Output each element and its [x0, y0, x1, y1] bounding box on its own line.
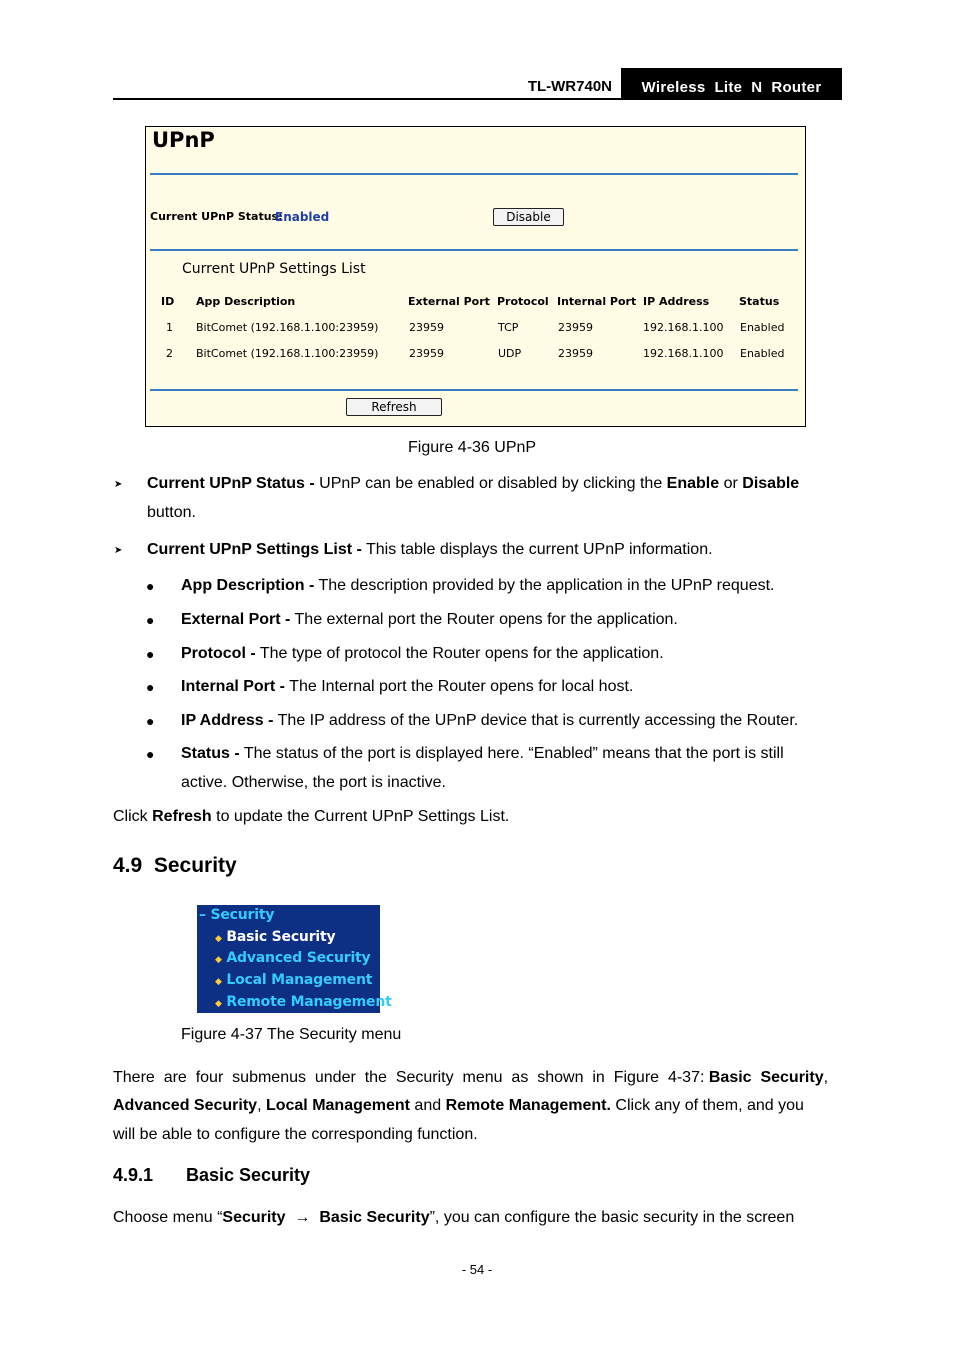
subsection-title: Basic Security [186, 1165, 311, 1185]
text: , [257, 1097, 266, 1114]
bold-term: Current UPnP Settings List - [147, 541, 362, 558]
bold-term: Internal Port - [181, 678, 286, 695]
menu-item-basic-security[interactable] [215, 929, 335, 945]
disable-button[interactable]: Disable [493, 208, 564, 226]
settings-list-title: Current UPnP Settings List [182, 261, 366, 277]
col-header-app-description: App Description [196, 295, 296, 308]
cell-id: 2 [166, 347, 173, 360]
text: Click [113, 808, 153, 825]
intro-line-3: will be able to configure the corresponding function. [113, 1126, 478, 1143]
diamond-bullet-icon: ◆ [215, 955, 222, 965]
menu-item-label: Advanced Security [226, 950, 371, 966]
bold-term: Refresh [152, 808, 212, 825]
cell-external-port: 23959 [409, 347, 444, 360]
text: The type of protocol the Router opens for the application. [255, 645, 664, 662]
bold-term: Current UPnP Status - [147, 475, 315, 492]
upnp-status-value: Enabled [275, 210, 330, 224]
choose-menu-line [113, 1203, 843, 1232]
header-product: Wireless Lite N Router [621, 68, 842, 99]
cell-ip-address: 192.168.1.100 [643, 321, 724, 334]
bullet-arrow-icon: ➤ [114, 545, 123, 556]
text: , [823, 1069, 829, 1086]
cell-internal-port: 23959 [558, 321, 593, 334]
panel-divider [150, 389, 798, 391]
menu-item-label: Basic Security [226, 929, 336, 945]
menu-item-local-management[interactable] [215, 972, 372, 988]
col-header-ip-address: IP Address [643, 295, 710, 308]
text: The description provided by the application in the UPnP request. [314, 577, 775, 594]
bold-term: Status - [181, 745, 240, 762]
bold-term: Basic Security [708, 1069, 824, 1086]
header-rule [113, 98, 842, 100]
upnp-title: UPnP [152, 128, 215, 152]
text: and [409, 1097, 446, 1114]
bullet-status [147, 469, 847, 498]
cell-protocol: TCP [498, 321, 519, 334]
cell-status: Enabled [740, 321, 785, 334]
sub-bullet [181, 639, 851, 668]
bold-term: Remote Management. [445, 1097, 611, 1114]
cell-id: 1 [166, 321, 173, 334]
text: The status of the port is displayed here. “Enabled” means that the port is still [239, 745, 784, 762]
col-header-status: Status [739, 295, 780, 308]
panel-divider [150, 173, 798, 175]
text: UPnP can be enabled or disabled by clicking the [314, 475, 667, 492]
bold-term: Disable [742, 475, 800, 492]
col-header-protocol: Protocol [497, 295, 549, 308]
bold-term: IP Address - [181, 712, 274, 729]
menu-header-label: Security [210, 907, 275, 923]
security-menu [197, 905, 392, 1013]
text: There are four submenus under the Security menu as shown in Figure 4-37: [113, 1069, 709, 1086]
menu-item-advanced-security[interactable] [215, 950, 370, 966]
cell-internal-port: 23959 [558, 347, 593, 360]
upnp-panel [145, 126, 806, 427]
text: The Internal port the Router opens for local host. [285, 678, 634, 695]
bullet-dot-icon: ● [146, 679, 155, 695]
diamond-bullet-icon: ◆ [215, 977, 222, 987]
bold-term: Basic Security [319, 1209, 430, 1226]
intro-line-2 [113, 1091, 843, 1120]
arrow-right-icon: → [294, 1209, 311, 1226]
sub-bullet-cont: active. Otherwise, the port is inactive. [181, 774, 446, 791]
bullet-dot-icon: ● [146, 746, 155, 762]
bold-term: Security [222, 1209, 286, 1226]
bullet-dot-icon: ● [146, 646, 155, 662]
text: Choose menu “ [113, 1209, 223, 1226]
text: The IP address of the UPnP device that is currently accessing the Router. [273, 712, 799, 729]
cell-external-port: 23959 [409, 321, 444, 334]
cell-ip-address: 192.168.1.100 [643, 347, 724, 360]
page-number: - 54 - [461, 1262, 493, 1277]
col-header-id: ID [161, 295, 175, 308]
col-header-external-port: External Port [408, 295, 490, 308]
menu-header[interactable] [199, 907, 274, 923]
bullet-arrow-icon: ➤ [114, 479, 123, 490]
text: Click any of them, and you [610, 1097, 804, 1114]
cell-app-description: BitComet (192.168.1.100:23959) [196, 347, 379, 360]
bold-term: Local Management [265, 1097, 410, 1114]
bullet-list [147, 535, 847, 564]
refresh-note [113, 802, 509, 831]
col-header-internal-port: Internal Port [557, 295, 637, 308]
bold-term: App Description - [181, 577, 315, 594]
refresh-button[interactable]: Refresh [346, 398, 442, 416]
menu-item-remote-management[interactable] [215, 994, 392, 1010]
sub-bullet [181, 672, 851, 701]
diamond-bullet-icon: ◆ [215, 934, 222, 944]
bullet-dot-icon: ● [146, 612, 155, 628]
menu-item-label: Remote Management [226, 994, 392, 1010]
header-model: TL-WR740N [527, 78, 612, 95]
section-heading: 4.9 Security [113, 854, 237, 877]
cell-app-description: BitComet (192.168.1.100:23959) [196, 321, 379, 334]
diamond-bullet-icon: ◆ [215, 999, 222, 1009]
cell-protocol: UDP [498, 347, 522, 360]
sub-bullet [181, 706, 851, 735]
text: to update the Current UPnP Settings List. [211, 808, 510, 825]
cell-status: Enabled [740, 347, 785, 360]
upnp-status-label: Current UPnP Status: [150, 210, 283, 223]
bold-term: Enable [666, 475, 720, 492]
bullet-dot-icon: ● [146, 713, 155, 729]
sub-bullet [181, 739, 851, 768]
subsection-number: 4.9.1 [113, 1165, 154, 1185]
text: The external port the Router opens for the application. [290, 611, 678, 628]
panel-divider [150, 249, 798, 251]
bullet-dot-icon: ● [146, 578, 155, 594]
bold-term: External Port - [181, 611, 291, 628]
collapse-icon: – [199, 907, 206, 923]
text: This table displays the current UPnP information. [361, 541, 713, 558]
figure-caption: Figure 4-37 The Security menu [181, 1026, 402, 1043]
intro-line-1 [113, 1063, 843, 1092]
sub-bullet [181, 571, 851, 600]
text: ”, you can configure the basic security in the screen [429, 1209, 795, 1226]
sub-bullet [181, 605, 851, 634]
bold-term: Protocol - [181, 645, 256, 662]
menu-item-label: Local Management [226, 972, 373, 988]
text: or [719, 475, 743, 492]
bullet-status-cont: button. [147, 504, 196, 521]
bold-term: Advanced Security [113, 1097, 258, 1114]
figure-caption: Figure 4-36 UPnP [408, 439, 537, 456]
